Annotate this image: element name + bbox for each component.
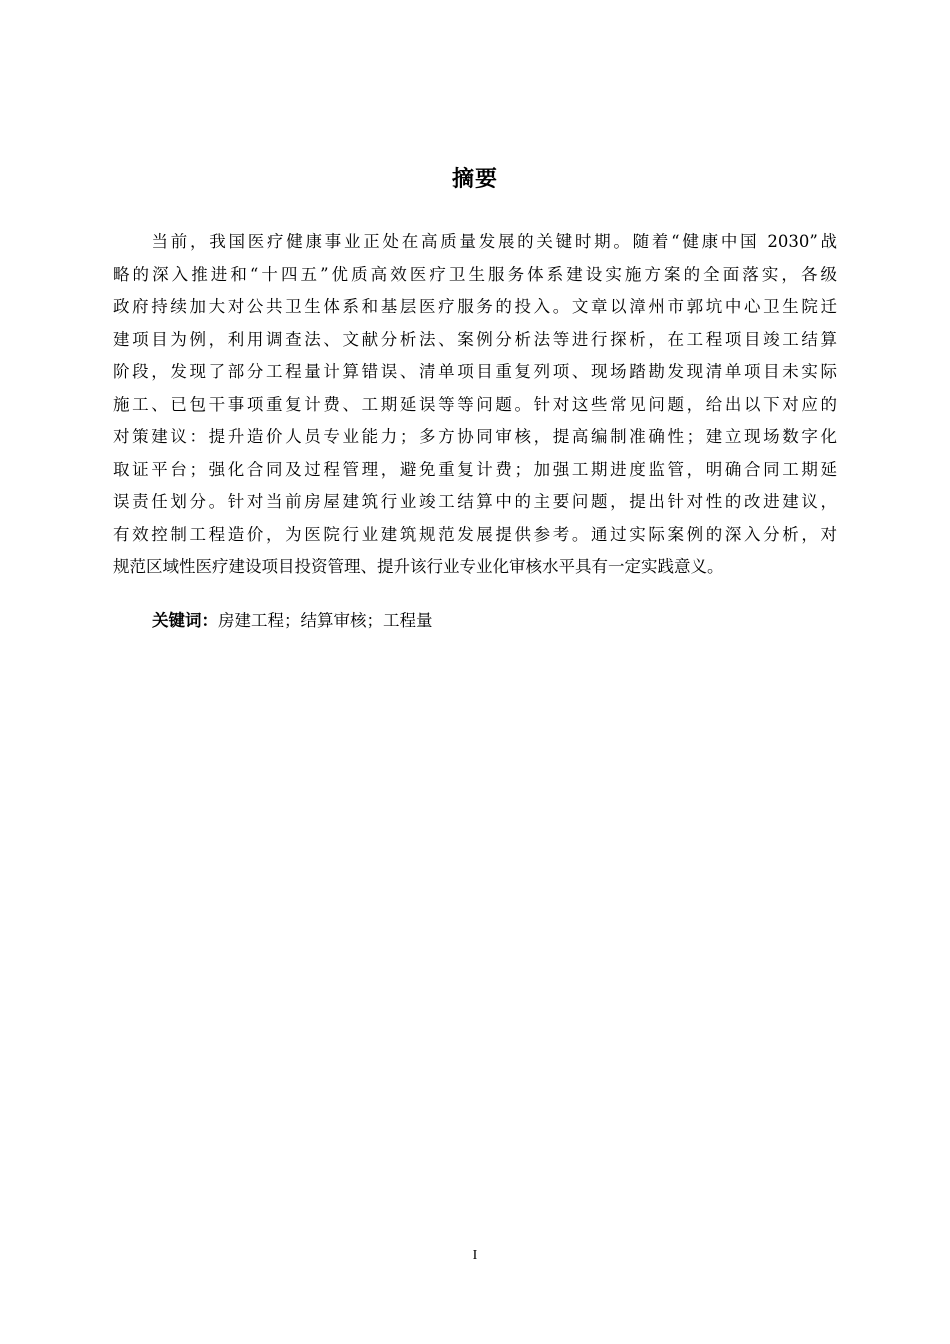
abstract-line: 对策建议：提升造价人员专业能力；多方协同审核，提高编制准确性；建立现场数字化 [113, 427, 837, 446]
abstract-body [113, 226, 837, 584]
abstract-line: 有效控制工程造价，为医院行业建筑规范发展提供参考。通过实际案例的深入分析，对 [113, 524, 837, 544]
keywords-label: 关键词： [152, 611, 218, 630]
abstract-line: 政府持续加大对公共卫生体系和基层医疗服务的投入。文章以漳州市郭坑中心卫生院迁 [113, 297, 837, 316]
abstract-line: 当前，我国医疗健康事业正处在高质量发展的关键时期。随着“健康中国 2030”战 [113, 232, 837, 251]
abstract-title: 摘要 [451, 167, 498, 192]
abstract-line: 误责任划分。针对当前房屋建筑行业竣工结算中的主要问题，提出针对性的改进建议， [113, 492, 837, 511]
abstract-line: 取证平台；强化合同及过程管理，避免重复计费；加强工期进度监管，明确合同工期延 [113, 459, 837, 479]
keywords [152, 606, 433, 636]
abstract-line: 建项目为例，利用调查法、文献分析法、案例分析法等进行探析，在工程项目竣工结算 [113, 329, 837, 349]
abstract-line: 规范区域性医疗建设项目投资管理、提升该行业专业化审核水平具有一定实践意义。 [113, 557, 724, 576]
abstract-line: 略的深入推进和“十四五”优质高效医疗卫生服务体系建设实施方案的全面落实，各级 [113, 264, 837, 284]
abstract-line: 阶段，发现了部分工程量计算错误、清单项目重复列项、现场踏勘发现清单项目未实际 [113, 362, 837, 381]
abstract-line: 施工、已包干事项重复计费、工期延误等等问题。针对这些常见问题，给出以下对应的 [113, 394, 837, 414]
page-number: I [472, 1248, 478, 1263]
keywords-text: 房建工程；结算审核；工程量 [218, 611, 433, 630]
